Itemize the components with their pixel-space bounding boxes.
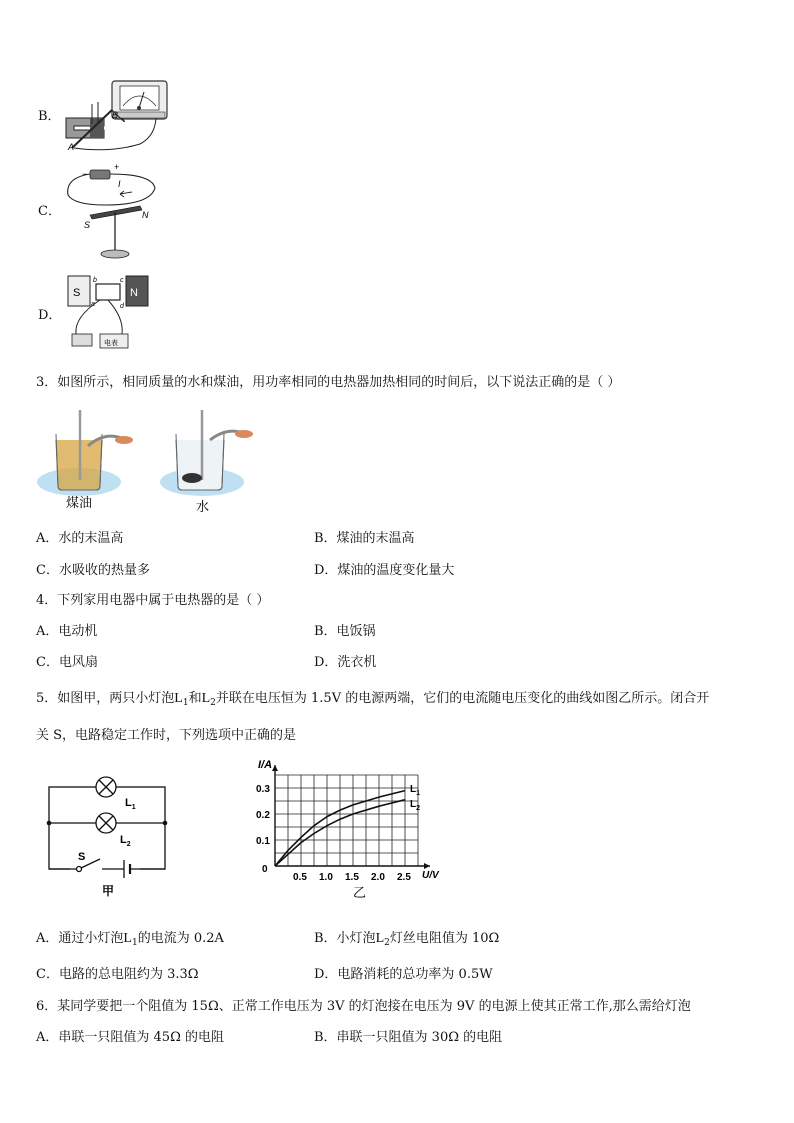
x-tick-label: 2.0 [371,872,385,883]
label-water: 水 [196,500,210,515]
x-axis-arrow [424,863,430,869]
q6-option-b: B．串联一只阻值为 30Ω 的电阻 [314,1030,503,1045]
y-tick-label: 0.1 [256,836,270,847]
q5-option-d: D．电路消耗的总功率为 0.5W [314,967,493,982]
series-l1-label: $L_1$ [410,784,421,797]
circuit-l1-label: $L_1$ [125,797,136,811]
q4-option-d: D．洗衣机 [314,655,377,670]
coil-d: d [120,303,124,310]
y-tick-label: 0.2 [256,810,270,821]
q3-option-a: A．水的末温高 [36,531,124,546]
q3-option-b: B．煤油的末温高 [314,531,415,546]
chart-grid [272,765,430,869]
graph-caption: 乙 [353,886,367,901]
meter-label: 电表 [104,340,118,347]
q5-stem-line2: 关 S，电路稳定工作时，下列选项中正确的是 [36,728,297,743]
q4-option-b: B．电饭锅 [314,624,376,639]
coil-b: a [91,301,95,308]
figure-q3-beakers [36,410,266,518]
label-current: I [118,179,121,189]
x-tick-label: 0.5 [293,872,307,883]
label-oil: 煤油 [66,496,93,511]
option-b-label: B． [38,109,61,124]
x-tick-label: 1.0 [319,872,333,883]
q3-stem: 3．如图所示，相同质量的水和煤油，用功率相同的电热器加热相同的时间后，以下说法正确的是（ ） [36,375,621,390]
iv-graph-yi [250,754,450,904]
y-tick-label: 0.3 [256,784,270,795]
origin-label: 0 [262,864,268,875]
label-b: B [112,110,119,120]
q6-stem: 6．某同学要把一个阻值为 15Ω、正常工作电压为 3V 的灯泡接在电压为 9V 的电源上使其正常工作,那么需给灯泡 [36,999,691,1014]
q5-option-c: C．电路的总电阻约为 3.3Ω [36,967,199,982]
q4-stem: 4．下列家用电器中属于电热器的是（ ） [36,593,270,608]
coil-c: c [120,277,124,284]
magnet-s: S [73,287,81,299]
label-a: A [68,142,75,152]
circuit-diagram-jia [40,768,180,898]
q6-option-a: A．串联一只阻值为 45Ω 的电阻 [36,1030,224,1045]
x-tick-label: 2.5 [397,872,411,883]
magnet-n: N [130,287,138,299]
option-c-label: C． [38,204,61,219]
label-s: S [84,220,91,230]
q5-option-a: A．通过小灯泡$L_1$的电流为 0.2A [36,931,224,948]
y-axis-arrow [272,765,278,771]
series-l2-label: $L_2$ [410,799,421,812]
q5-option-b: B．小灯泡$L_2$灯丝电阻值为 10Ω [314,931,500,948]
coil-a: b [93,277,97,284]
q5-stem-line1: 5．如图甲，两只小灯泡$L_1$和$L_2$并联在电压恒为 1.5V 的电源两端，它们的电流随电压变化的曲线如图乙所示。闭合开 [36,691,710,708]
label-n: N [142,210,149,220]
circuit-caption: 甲 [102,884,115,898]
minus-sign: − [82,169,88,179]
circuit-l2-label: $L_2$ [120,834,131,848]
figure-q2-d [64,272,164,356]
figure-q2-b [60,78,172,154]
option-d-label: D． [38,308,62,323]
figure-q2-c [60,160,160,270]
switch-label: S [78,851,86,863]
plus-sign: + [114,162,120,172]
q3-option-c: C．水吸收的热量多 [36,563,150,578]
x-axis-label: U/V [422,870,439,881]
q4-option-a: A．电动机 [36,624,98,639]
y-axis-label: I/A [258,759,273,771]
q4-option-c: C．电风扇 [36,655,98,670]
x-tick-label: 1.5 [345,872,359,883]
chart-ticks [256,784,411,883]
q3-option-d: D．煤油的温度变化量大 [314,563,455,578]
